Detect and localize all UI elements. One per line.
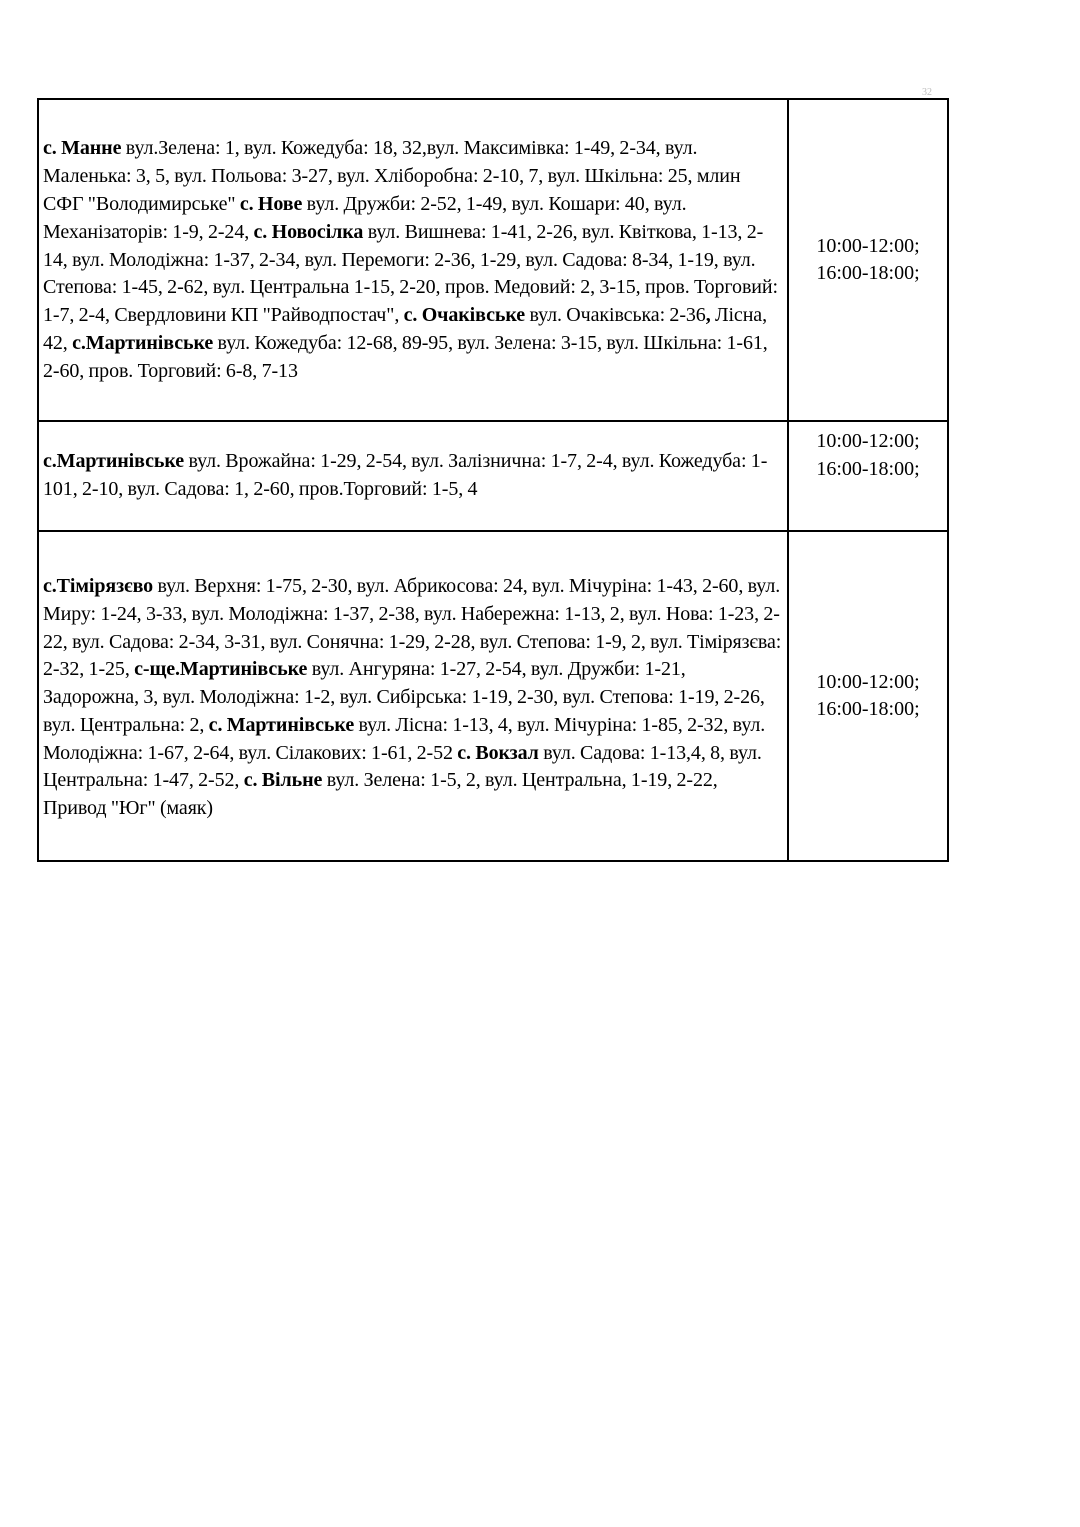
street-list: вул.Зелена: 1, вул. Кожедуба: 18, 32,вул. Максимівка: 1-49, 2-34, вул. Маленька: 3, 5, вул. Польова: 3-27, вул. Хліборобна: 2-10, 7, вул. Шкільна: 25, млин СФГ "Володимирське" bbox=[43, 137, 741, 215]
settlement-name: с.Мартинівське bbox=[72, 331, 214, 354]
settlement-name: с. Вільне bbox=[243, 769, 323, 792]
address-cell bbox=[38, 531, 788, 861]
street-list: вул. Садова: 1-13,4, 8, вул. Центральна: 1-47, 2-52, bbox=[43, 741, 762, 792]
table-row bbox=[38, 99, 948, 421]
settlement-name: с. Вокзал bbox=[457, 741, 539, 764]
street-list: вул. Ангуряна: 1-27, 2-54, вул. Дружби: 1-21, Задорожна, 3, вул. Молодіжна: 1-2, вул. Сибірська: 1-19, 2-30, вул. Степова: 1-19, 2-26, вул. Центральна: 2, bbox=[43, 658, 765, 736]
settlement-name: с-ще.Мартинівське bbox=[134, 658, 308, 681]
time-slot-afternoon: 16:00-18:00; bbox=[816, 262, 920, 284]
time-slot-morning: 10:00-12:00; bbox=[816, 670, 920, 693]
settlement-name: с. Мартинівське bbox=[208, 713, 355, 736]
time-cell bbox=[788, 99, 948, 421]
time-cell bbox=[788, 421, 948, 531]
street-list: вул. Очаківська: 2-36 bbox=[525, 304, 706, 327]
time-slot-morning: 10:00-12:00; bbox=[816, 430, 920, 452]
street-list: вул. Лісна: 1-13, 4, вул. Мічуріна: 1-85, 2-32, вул. Молодіжна: 1-67, 2-64, вул. Сілакових: 1-61, 2-52 bbox=[43, 713, 766, 764]
time-cell bbox=[788, 531, 948, 861]
street-list: вул. Дружби: 2-52, 1-49, вул. Кошари: 40, вул. Механізаторів: 1-9, 2-24, bbox=[43, 193, 687, 243]
street-list: Лісна, 42, bbox=[43, 304, 767, 354]
time-slot-afternoon: 16:00-18:00; bbox=[816, 698, 920, 720]
street-list: вул. Кожедуба: 12-68, 89-95, вул. Зелена: 3-15, вул. Шкільна: 1-61, 2-60, пров. Торговий: 6-8, 7-13 bbox=[43, 331, 768, 382]
address-text bbox=[39, 134, 787, 385]
settlement-name: с. Манне bbox=[43, 137, 122, 160]
table-row bbox=[38, 421, 948, 531]
outage-schedule-table bbox=[37, 98, 949, 862]
settlement-name: с. Новосілка bbox=[253, 220, 364, 243]
settlement-name: , bbox=[705, 304, 711, 327]
page-number-mark: 32 bbox=[922, 87, 932, 98]
settlement-name: с. Нове bbox=[239, 193, 303, 215]
street-list: вул. Верхня: 1-75, 2-30, вул. Абрикосова: 24, вул. Мічуріна: 1-43, 2-60, вул. Миру: 1-24, 3-33, вул. Молодіжна: 1-37, 2-38, вул. Набережна: 1-13, 2, вул. Нова: 1-23, 2-22, вул. Садова: 2-34, 3-31, вул. Сонячна: 1-29, 2-28, вул. Степова: 1-9, 2, вул. Тімірязєва: 2-32, 1-25, bbox=[43, 574, 782, 681]
street-list: вул. Врожайна: 1-29, 2-54, вул. Залізнична: 1-7, 2-4, вул. Кожедуба: 1-101, 2-10, вул. Садова: 1, 2-60, пров.Торговий: 1-5, 4 bbox=[43, 450, 768, 500]
street-list: вул. Зелена: 1-5, 2, вул. Центральна, 1-19, 2-22, Привод "Юг" (маяк) bbox=[43, 769, 718, 820]
street-list: вул. Вишнева: 1-41, 2-26, вул. Квіткова, 1-13, 2-14, вул. Молодіжна: 1-37, 2-34, вул. Перемоги: 2-36, 1-29, вул. Садова: 8-34, 1-19, вул. Степова: 1-45, 2-62, вул. Центральна 1-15, 2-20, пров. Медовий: 2, 3-15, пров. Торговий: 1-7, 2-4, Свердловини КП "Райводпостач", bbox=[43, 220, 778, 327]
settlement-name: с. Очаківське bbox=[403, 304, 526, 327]
settlement-name: с.Мартинівське bbox=[43, 450, 185, 473]
table-row bbox=[38, 531, 948, 861]
time-slot-morning: 10:00-12:00; bbox=[816, 234, 920, 257]
address-text bbox=[39, 569, 787, 823]
time-slot-afternoon: 16:00-18:00; bbox=[816, 457, 920, 480]
settlement-name: с.Тімірязєво bbox=[43, 574, 154, 597]
address-text bbox=[39, 448, 787, 504]
address-cell bbox=[38, 99, 788, 421]
address-cell bbox=[38, 421, 788, 531]
